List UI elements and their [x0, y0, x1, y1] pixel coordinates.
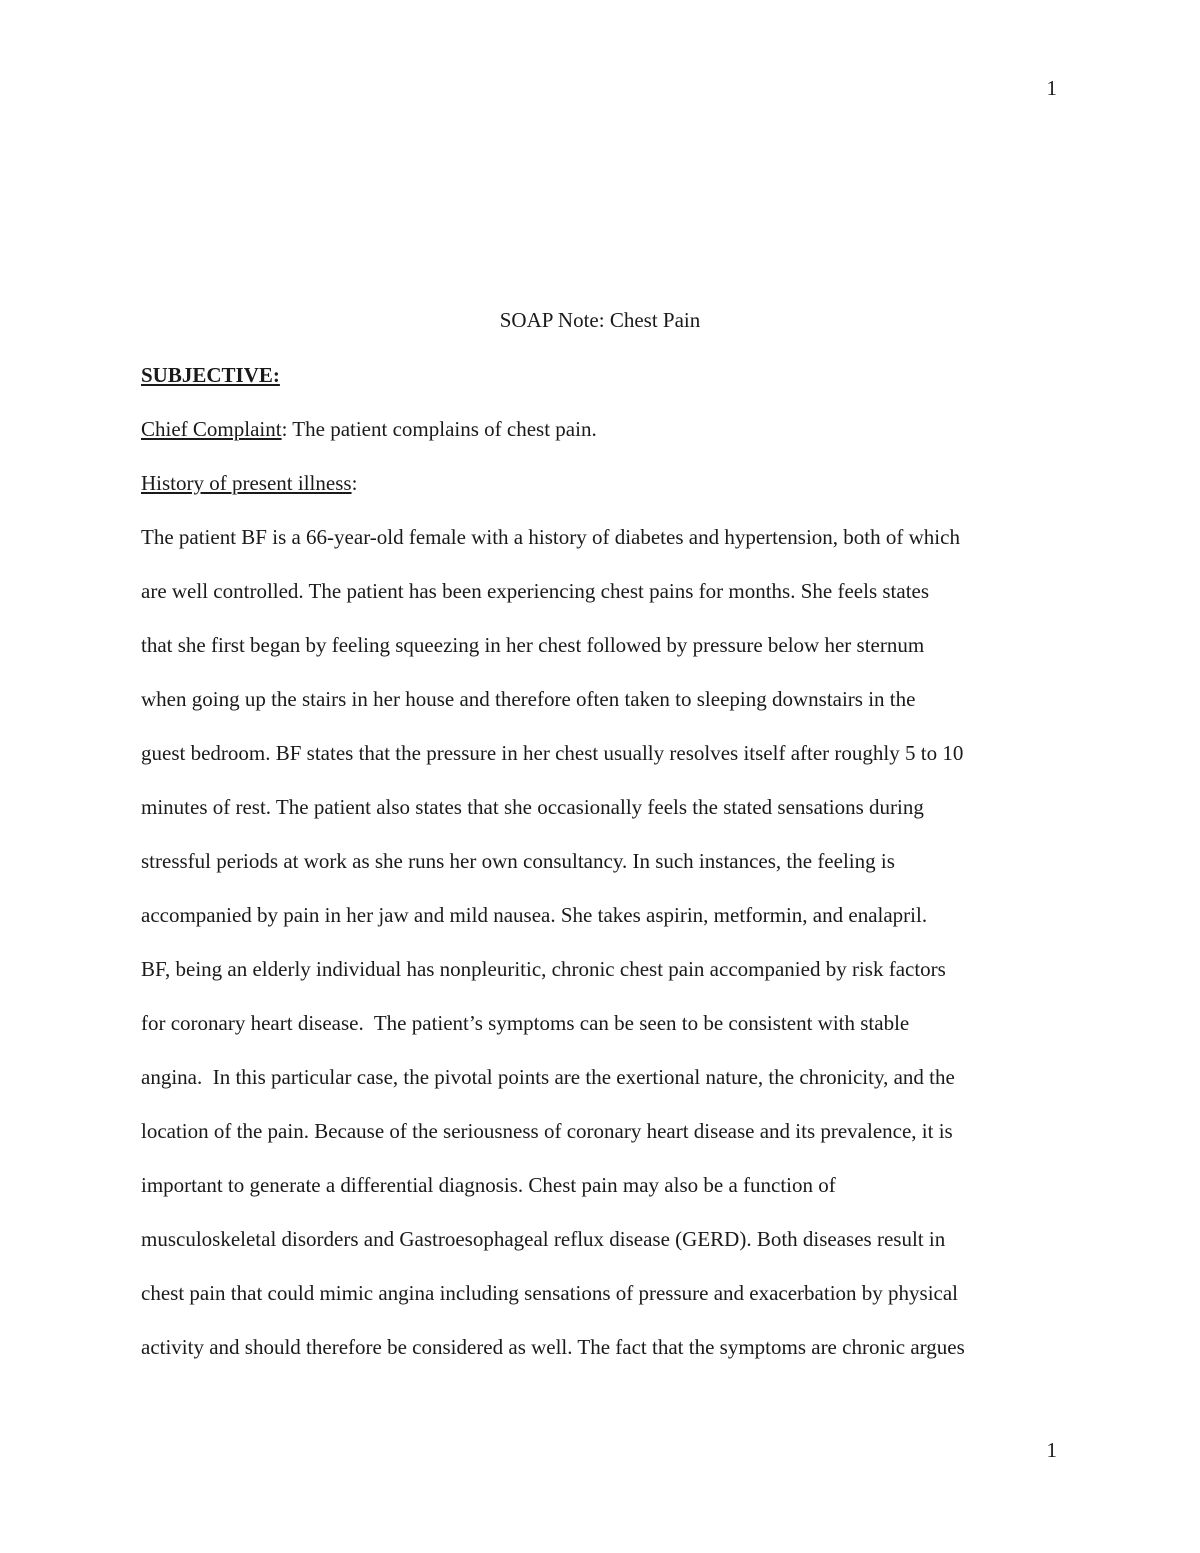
chief-complaint-label: Chief Complaint	[141, 417, 282, 441]
body-text-line: angina. In this particular case, the pivotal points are the exertional nature, the chronicity, and the	[141, 1065, 955, 1089]
body-text-line: accompanied by pain in her jaw and mild nausea. She takes aspirin, metformin, and enalapril.	[141, 903, 928, 927]
hpi-label: History of present illness	[141, 471, 352, 495]
body-text-line: when going up the stairs in her house and therefore often taken to sleeping downstairs in the	[141, 687, 916, 711]
chief-complaint-text: The patient complains of chest pain.	[287, 417, 597, 441]
body-text-line: important to generate a differential diagnosis. Chest pain may also be a function of	[141, 1173, 836, 1197]
body-text-line: minutes of rest. The patient also states that she occasionally feels the stated sensations during	[141, 795, 924, 819]
hpi-separator: :	[351, 471, 358, 495]
subjective-heading: SUBJECTIVE:	[141, 363, 280, 387]
body-text-line: The patient BF is a 66-year-old female with a history of diabetes and hypertension, both of which	[141, 525, 960, 549]
body-text-line: are well controlled. The patient has been experiencing chest pains for months. She feels states	[141, 579, 930, 603]
body-text-line: guest bedroom. BF states that the pressure in her chest usually resolves itself after roughly 5 to 10	[141, 741, 964, 765]
body-text-line: musculoskeletal disorders and Gastroesophageal reflux disease (GERD). Both diseases result in	[141, 1227, 946, 1251]
body-text-line: stressful periods at work as she runs her own consultancy. In such instances, the feeling is	[141, 849, 895, 873]
body-text-line: that she first began by feeling squeezing in her chest followed by pressure below her sternum	[141, 633, 925, 657]
footer-page-number: 1	[1046, 1438, 1057, 1462]
body-text-line: chest pain that could mimic angina including sensations of pressure and exacerbation by physical	[141, 1281, 959, 1305]
body-text-line: BF, being an elderly individual has nonpleuritic, chronic chest pain accompanied by risk factors	[141, 957, 946, 981]
body-text-line: activity and should therefore be considered as well. The fact that the symptoms are chronic argues	[141, 1335, 965, 1359]
history-present-illness-heading	[141, 467, 357, 499]
document-title: SOAP Note: Chest Pain	[499, 308, 701, 332]
history-body-text	[141, 521, 1071, 1385]
chief-complaint-line	[141, 413, 597, 445]
body-text-line: for coronary heart disease. The patient’s symptoms can be seen to be consistent with stable	[141, 1011, 910, 1035]
body-text-line: location of the pain. Because of the seriousness of coronary heart disease and its prevalence, it is	[141, 1119, 953, 1143]
chief-complaint-separator: :	[281, 417, 288, 441]
header-page-number: 1	[1046, 76, 1057, 100]
